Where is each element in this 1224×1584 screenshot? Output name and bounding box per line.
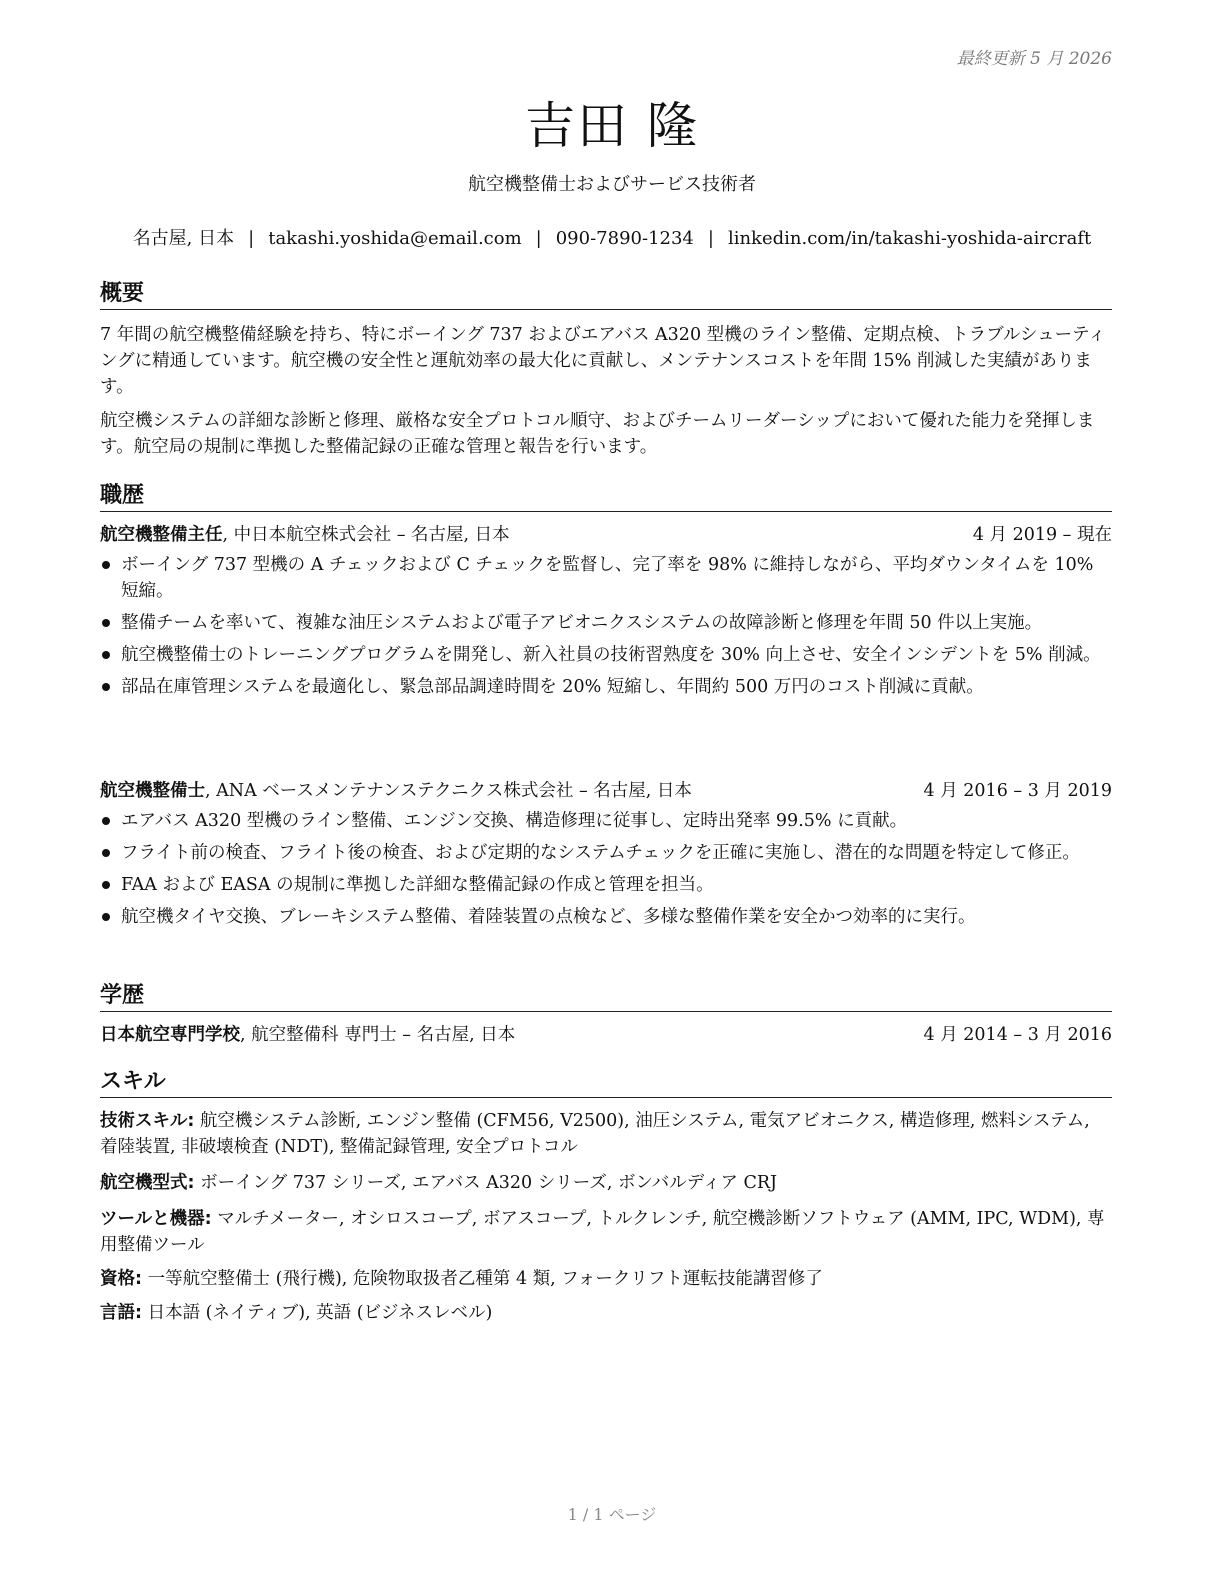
skill-row — [100, 1206, 1112, 1258]
list-item — [100, 840, 1112, 866]
bullet-text: 航空機整備士のトレーニングプログラムを開発し、新入社員の技術習熟度を 30% 向上させ、安全インシデントを 5% 削減。 — [121, 645, 1101, 665]
bullet-icon — [102, 561, 110, 569]
skill-label: 資格: — [100, 1269, 142, 1289]
job-subtitle: 航空機整備士およびサービス技術者 — [468, 174, 756, 195]
skill-value: 日本語 (ネイティブ), 英語 (ビジネスレベル) — [142, 1303, 493, 1323]
bullet-text: フライト前の検査、フライト後の検査、および定期的なシステムチェックを正確に実施し、潜在的な問題を特定して修正。 — [121, 843, 1080, 863]
bullet-text: エアバス A320 型機のライン整備、エンジン交換、構造修理に従事し、定時出発率 99.5% に貢献。 — [121, 811, 908, 831]
summary-heading: 概要 — [100, 276, 1112, 310]
contact-linkedin[interactable]: linkedin.com/in/takashi-yoshida-aircraft — [727, 228, 1092, 249]
job-org: , ANA ベースメンテナンステクニクス株式会社 – 名古屋, 日本 — [205, 781, 692, 801]
skill-label: 技術スキル: — [100, 1111, 195, 1131]
contact-separator: | — [248, 228, 255, 249]
bullet-icon — [102, 683, 110, 691]
skill-row — [100, 1108, 1112, 1160]
skill-row — [100, 1266, 1112, 1292]
skill-row — [100, 1170, 1112, 1196]
skill-label: 航空機型式: — [100, 1173, 195, 1193]
job-header — [100, 522, 1112, 548]
bullet-icon — [102, 817, 110, 825]
summary-paragraph-1: 7 年間の航空機整備経験を持ち、特にボーイング 737 およびエアバス A320 型機のライン整備、定期点検、トラブルシューティングに精通しています。航空機の安全性と運航効率の最大化に貢献し、メンテナンスコストを年間 15% 削減した実績があります。 — [100, 325, 1106, 397]
job-header — [100, 778, 1112, 804]
bullet-icon — [102, 619, 110, 627]
job-dates: 4 月 2019 – 現在 — [972, 525, 1112, 545]
contact-separator: | — [707, 228, 714, 249]
school-name: 日本航空専門学校 — [100, 1025, 240, 1045]
list-item — [100, 552, 1112, 604]
job-title-line — [100, 522, 510, 548]
contact-location: 名古屋, 日本 — [132, 228, 235, 249]
skill-value: 一等航空整備士 (飛行機), 危険物取扱者乙種第 4 類, フォークリフト運転技能講習修了 — [142, 1269, 823, 1289]
person-name: 吉田 隆 — [525, 97, 699, 155]
skill-value: マルチメーター, オシロスコープ, ボアスコープ, トルクレンチ, 航空機診断ソフトウェア (AMM, IPC, WDM), 専用整備ツール — [100, 1209, 1105, 1255]
education-line — [100, 1022, 515, 1048]
job-role: 航空機整備士 — [100, 781, 205, 801]
bullet-icon — [102, 913, 110, 921]
job-dates: 4 月 2016 – 3 月 2019 — [923, 781, 1112, 801]
skills-heading: スキル — [100, 1064, 1112, 1098]
education-dates: 4 月 2014 – 3 月 2016 — [923, 1025, 1112, 1045]
contact-phone[interactable]: 090-7890-1234 — [555, 228, 694, 249]
bullet-icon — [102, 881, 110, 889]
skill-value: 航空機システム診断, エンジン整備 (CFM56, V2500), 油圧システム, 電気アビオニクス, 構造修理, 燃料システム, 着陸装置, 非破壊検査 (NDT), 整備記録管理, 安全プロトコル — [100, 1111, 1090, 1157]
bullet-text: ボーイング 737 型機の A チェックおよび C チェックを監督し、完了率を 98% に維持しながら、平均ダウンタイムを 10% 短縮。 — [121, 555, 1094, 601]
job-role: 航空機整備主任 — [100, 525, 223, 545]
job-bullets — [100, 808, 1112, 936]
education-detail: , 航空整備科 専門士 – 名古屋, 日本 — [240, 1025, 516, 1045]
list-item — [100, 808, 1112, 834]
page-number: 1 / 1 ページ — [567, 1505, 657, 1524]
list-item — [100, 872, 1112, 898]
education-heading: 学歴 — [100, 978, 1112, 1012]
skill-label: ツールと機器: — [100, 1209, 212, 1229]
contact-email[interactable]: takashi.yoshida@email.com — [268, 228, 522, 249]
contact-line — [0, 224, 1224, 250]
bullet-icon — [102, 849, 110, 857]
bullet-text: 航空機タイヤ交換、ブレーキシステム整備、着陸装置の点検など、多様な整備作業を安全かつ効率的に実行。 — [121, 907, 976, 927]
job-title-line — [100, 778, 692, 804]
job-bullets — [100, 552, 1112, 706]
bullet-text: 整備チームを率いて、複雑な油圧システムおよび電子アビオニクスシステムの故障診断と修理を年間 50 件以上実施。 — [121, 613, 1043, 633]
skill-value: ボーイング 737 シリーズ, エアバス A320 シリーズ, ボンバルディア CRJ — [194, 1173, 778, 1193]
list-item — [100, 674, 1112, 700]
contact-separator: | — [535, 228, 542, 249]
bullet-text: FAA および EASA の規制に準拠した詳細な整備記録の作成と管理を担当。 — [121, 875, 714, 895]
list-item — [100, 904, 1112, 930]
summary-paragraph-2: 航空機システムの詳細な診断と修理、厳格な安全プロトコル順守、およびチームリーダーシップにおいて優れた能力を発揮します。航空局の規制に準拠した整備記録の正確な管理と報告を行います。 — [100, 411, 1095, 457]
skill-label: 言語: — [100, 1303, 142, 1323]
last-updated: 最終更新 5 月 2026 — [956, 49, 1112, 69]
list-item — [100, 642, 1112, 668]
bullet-text: 部品在庫管理システムを最適化し、緊急部品調達時間を 20% 短縮し、年間約 500 万円のコスト削減に貢献。 — [121, 677, 984, 697]
bullet-icon — [102, 651, 110, 659]
experience-heading: 職歴 — [100, 478, 1112, 512]
job-org: , 中日本航空株式会社 – 名古屋, 日本 — [222, 525, 510, 545]
skill-row — [100, 1300, 1112, 1326]
education-entry — [100, 1022, 1112, 1048]
list-item — [100, 610, 1112, 636]
